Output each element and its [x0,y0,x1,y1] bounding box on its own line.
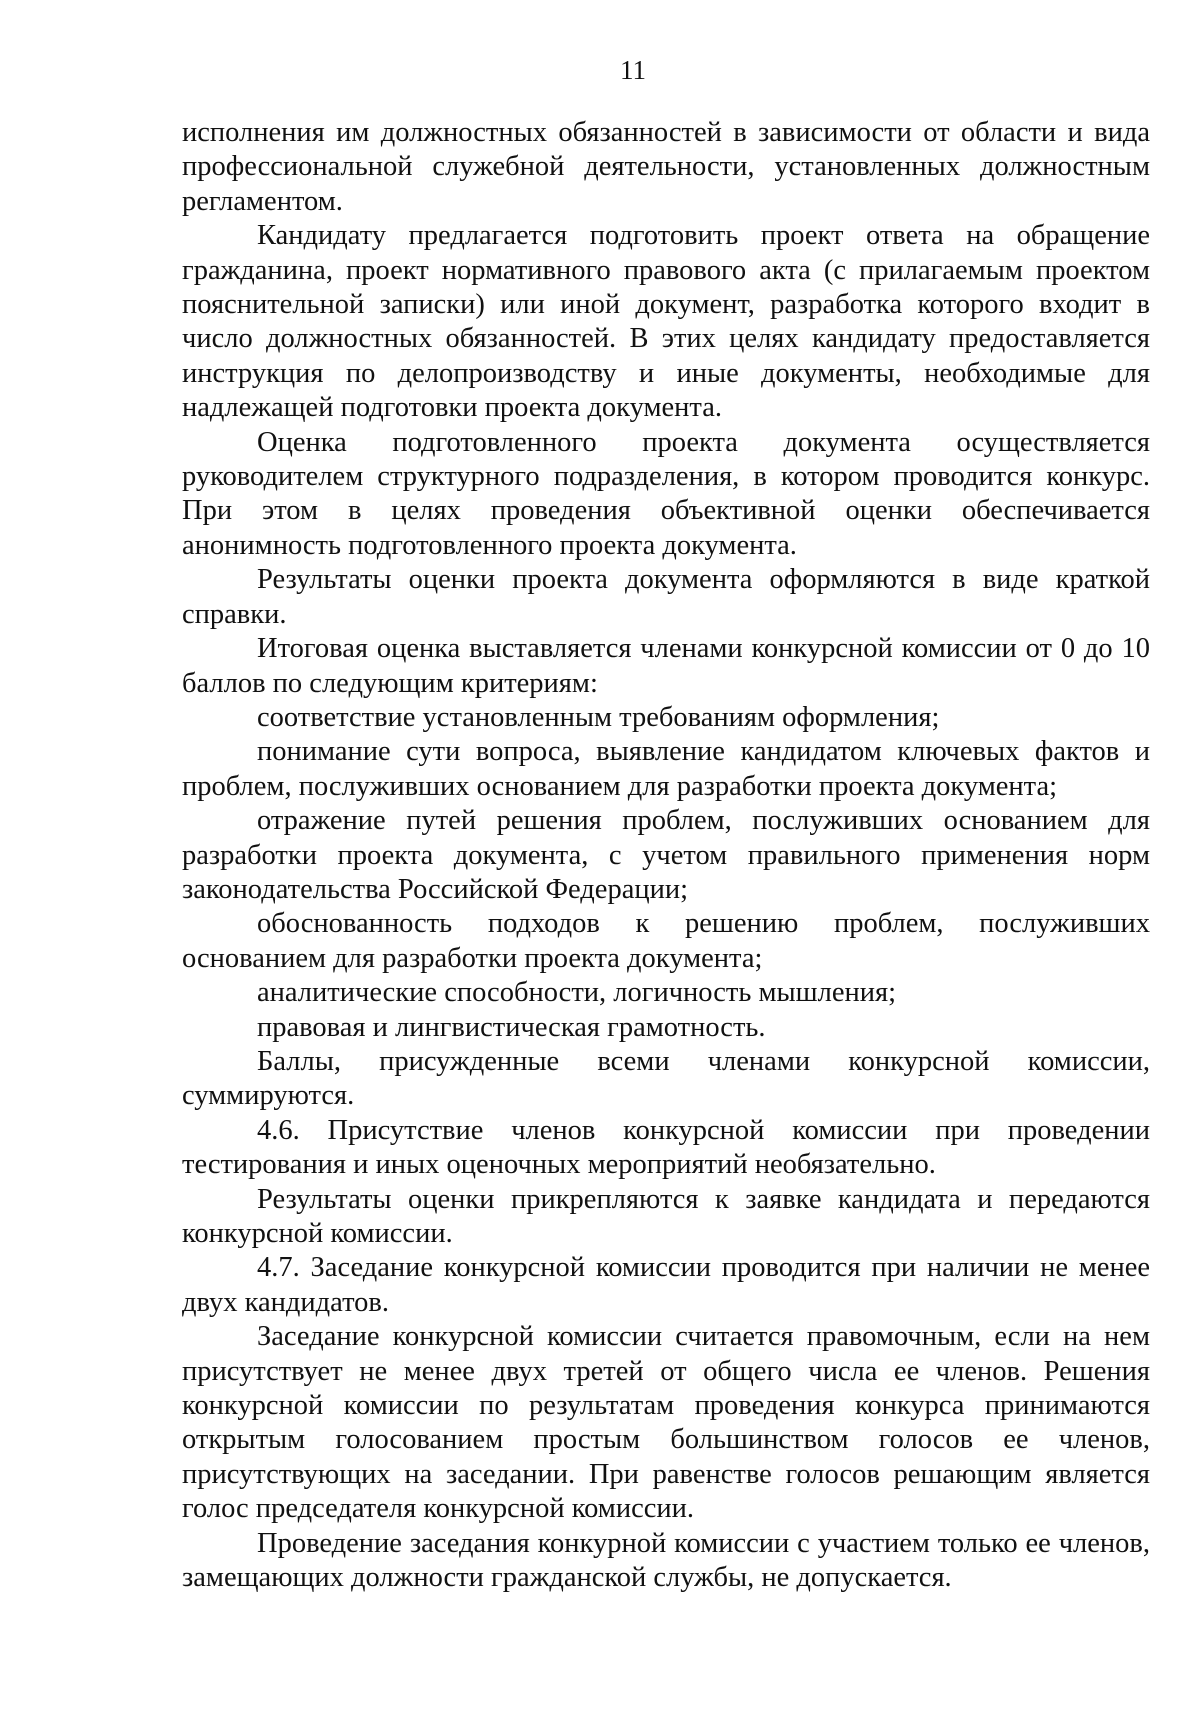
page-number: 11 [620,55,646,85]
paragraph: Заседание конкурсной комиссии считается правомочным, если на нем присутствует не менее двух третей от общего числа ее членов. Решения конкурсной комиссии по результатам проведения конкурса принимаются открытым голосованием простым большинством голосов ее членов, присутствующих на заседании. При равенстве голосов решающим является голос председателя конкурсной комиссии. [182,1321,1150,1525]
paragraph: соответствие установленным требованиям оформления; [257,701,940,733]
paragraph: исполнения им должностных обязанностей в зависимости от области и вида профессиональной служебной деятельности, установленных должностным регламентом. [182,117,1150,217]
paragraph: Оценка подготовленного проекта документа осуществляется руководителем структурного подразделения, в котором проводится конкурс. При этом в целях проведения объективной оценки обеспечивается анонимность подготовленного проекта документа. [182,426,1150,561]
paragraph: Итоговая оценка выставляется членами конкурсной комиссии от 0 до 10 баллов по следующим критериям: [182,633,1150,699]
paragraph: Результаты оценки проекта документа оформляются в виде краткой справки. [182,564,1150,630]
paragraph: Кандидату предлагается подготовить проект ответа на обращение гражданина, проект нормативного правового акта (с прилагаемым проектом пояснительной записки) или иной документ, разработка которого входит в число должностных обязанностей. В этих целях кандидату предоставляется инструкция по делопроизводству и иные документы, необходимые для надлежащей подготовки проекта документа. [182,220,1150,424]
paragraph: аналитические способности, логичность мышления; [257,977,896,1009]
paragraph: Результаты оценки прикрепляются к заявке кандидата и передаются конкурсной комиссии. [182,1183,1150,1249]
paragraph: Баллы, присужденные всеми членами конкурсной комиссии, суммируются. [182,1045,1150,1112]
paragraph: понимание сути вопроса, выявление кандидатом ключевых фактов и проблем, послуживших основанием для разработки проекта документа; [182,736,1150,802]
paragraph: 4.6. Присутствие членов конкурсной комиссии при проведении тестирования и иных оценочных мероприятий необязательно. [182,1114,1150,1181]
paragraph: Проведение заседания конкурной комиссии с участием только ее членов, замещающих должности гражданской службы, не допускается. [182,1527,1150,1594]
paragraph: отражение путей решения проблем, послуживших основанием для разработки проекта документа, с учетом правильного применения норм законодательства Российской Федерации; [182,805,1150,905]
paragraph: обоснованность подходов к решению проблем, послуживших основанием для разработки проекта документа; [182,908,1150,974]
paragraph: правовая и лингвистическая грамотность. [257,1011,766,1043]
document-body [182,116,1150,1595]
paragraph: 4.7. Заседание конкурсной комиссии проводится при наличии не менее двух кандидатов. [182,1252,1150,1318]
